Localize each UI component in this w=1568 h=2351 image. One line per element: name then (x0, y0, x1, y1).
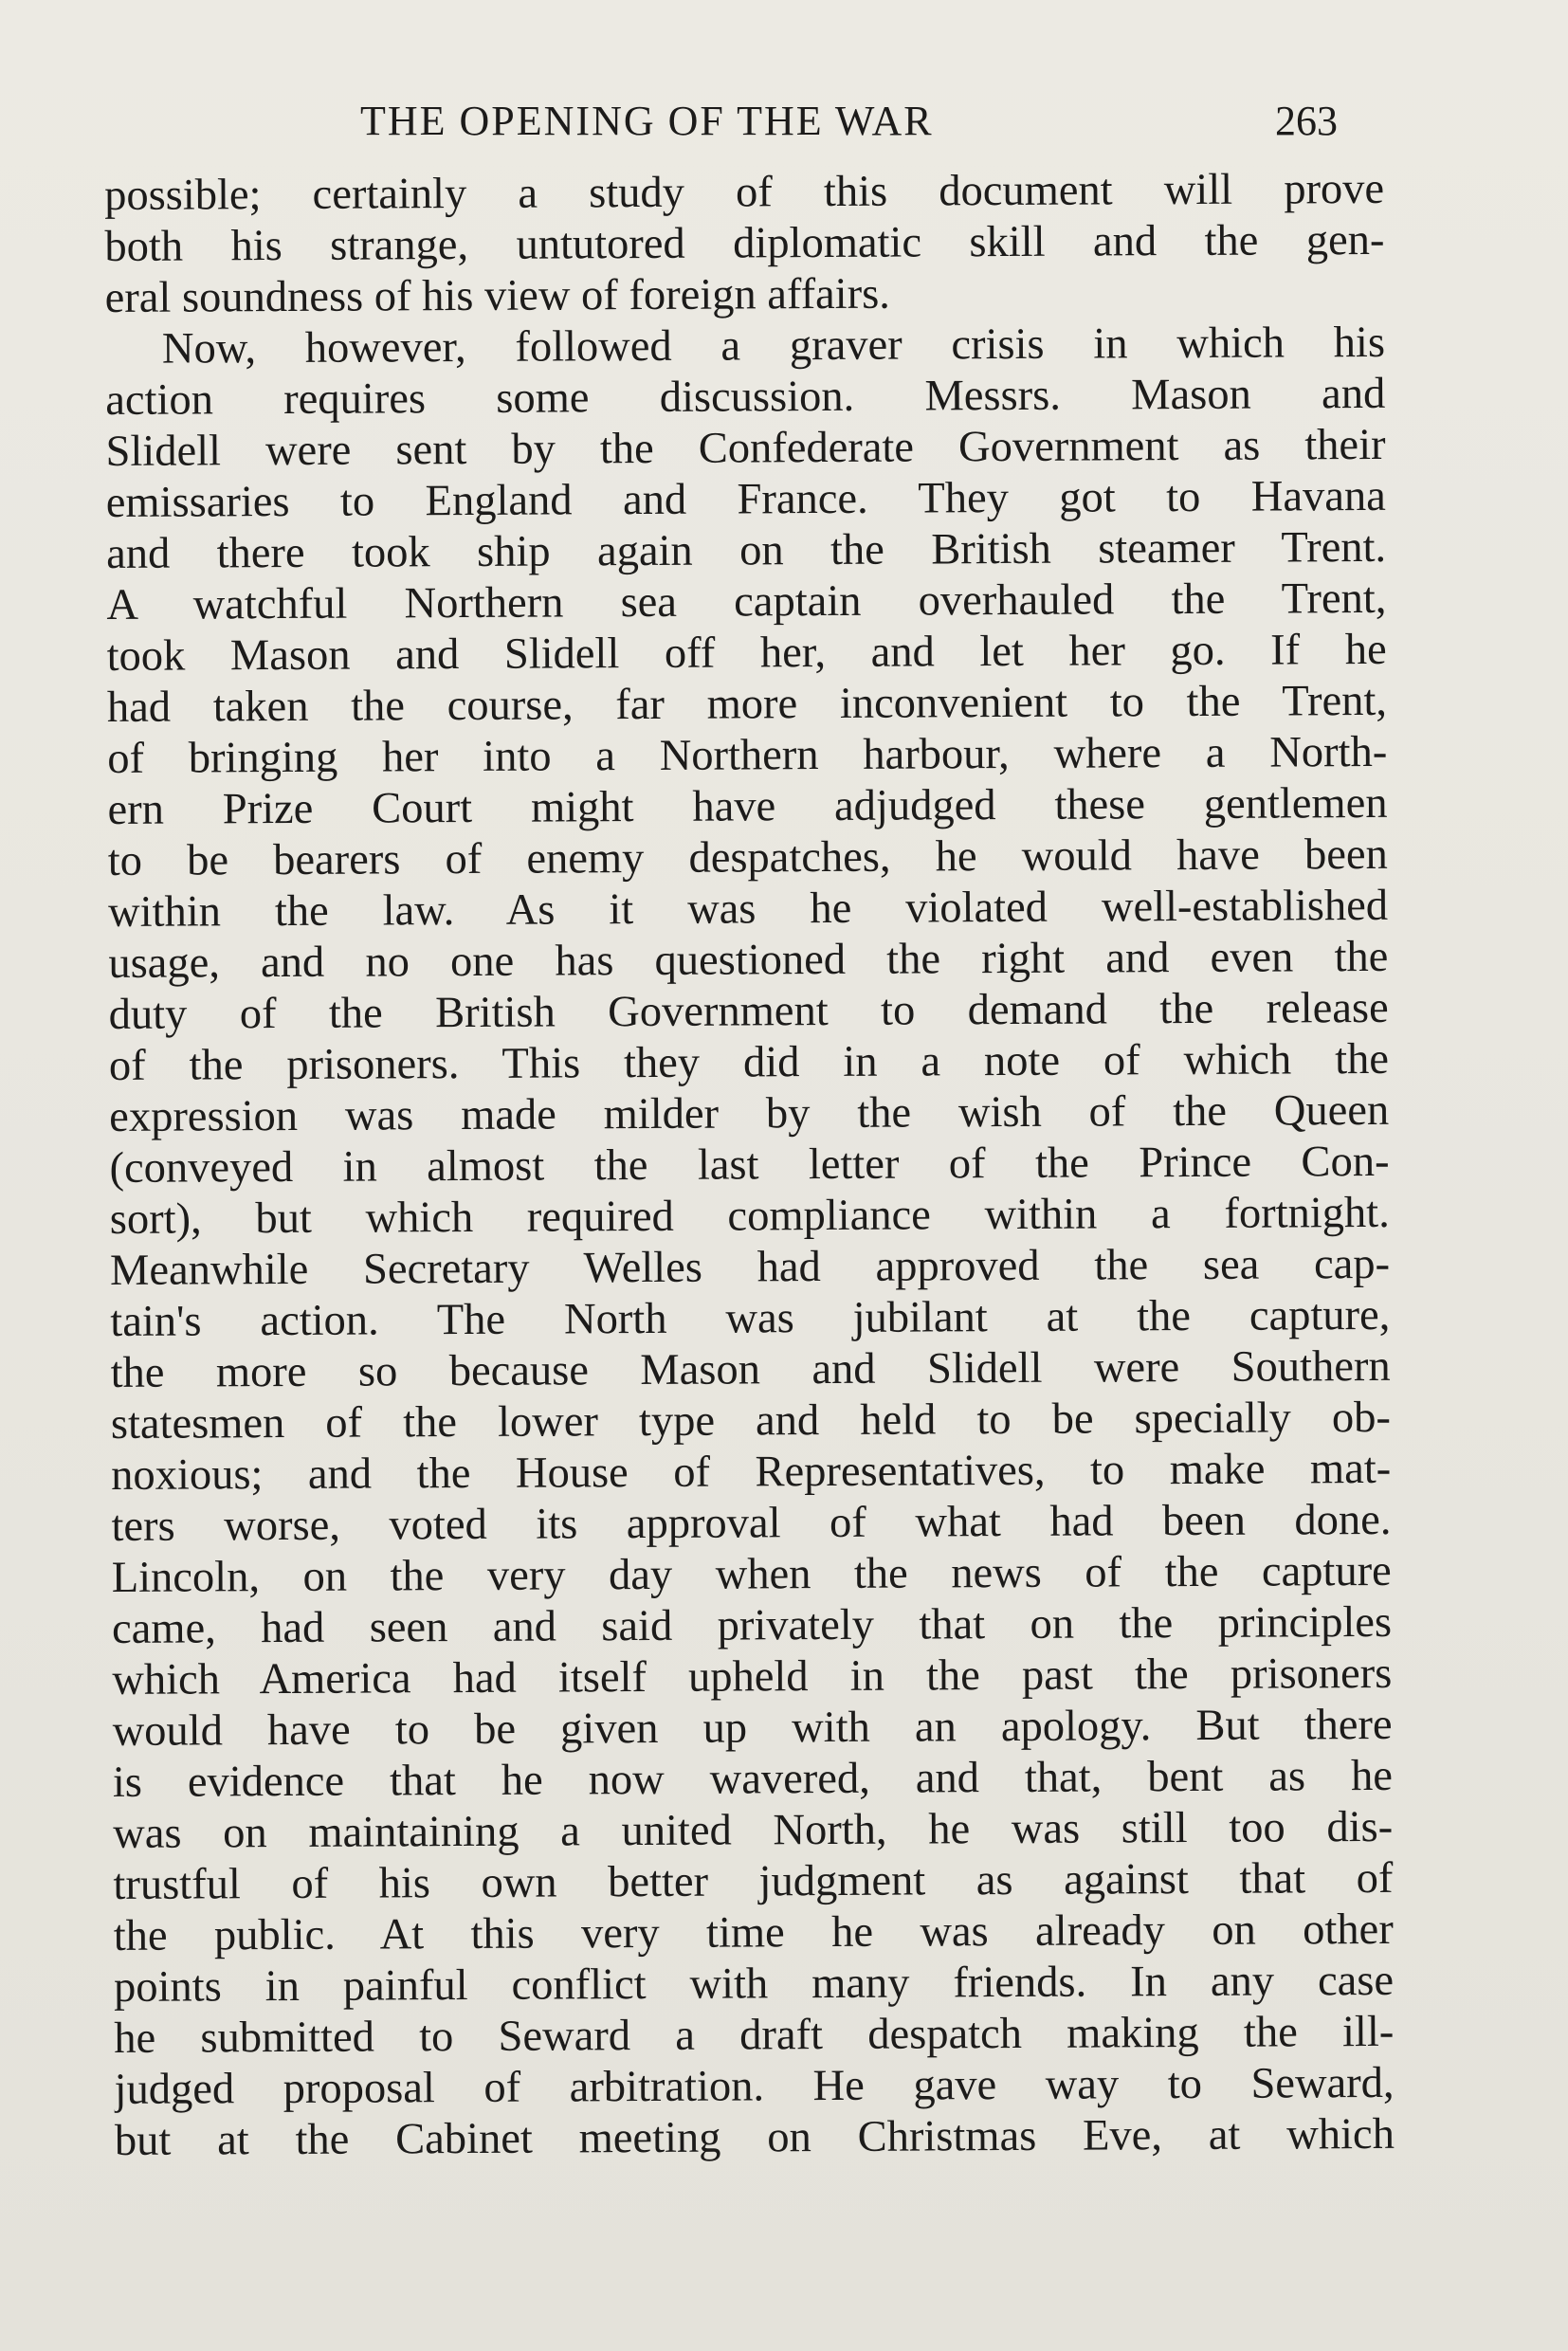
text-line: was on maintaining a united North, he was still too dis- (113, 1802, 1394, 1858)
text-line: took Mason and Slidell off her, and let her go. If he (106, 625, 1387, 681)
text-line: ern Prize Court might have adjudged these gentlemen (107, 778, 1388, 834)
text-line: had taken the course, far more inconvenient to the Trent, (106, 676, 1388, 732)
text-line: came, had seen and said privately that on the principles (111, 1597, 1393, 1653)
text-line: judged proposal of arbitration. He gave way to Seward, (114, 2058, 1395, 2114)
text-line: emissaries to England and France. They got to Havana (105, 471, 1386, 527)
text-line: the more so because Mason and Slidell were Southern (110, 1341, 1391, 1397)
text-line: Meanwhile Secretary Welles had approved the sea cap- (109, 1239, 1391, 1295)
text-line: points in painful conflict with many friends. In any case (113, 1956, 1395, 2012)
text-line: of bringing her into a Northern harbour, where a North- (107, 727, 1388, 783)
text-line: sort), but which required compliance within a fortnight. (109, 1188, 1390, 1244)
text-line: noxious; and the House of Representatives, to make mat- (111, 1444, 1392, 1500)
text-line: Now, however, followed a graver crisis in which his (161, 318, 1386, 374)
text-line: and there took ship again on the British steamer Trent. (105, 522, 1387, 578)
running-head (0, 93, 1568, 150)
text-line: possible; certainly a study of this document will prove (104, 164, 1385, 220)
text-line: trustful of his own better judgment as against that of (113, 1853, 1394, 1909)
text-line: statesmen of the lower type and held to be specially ob- (110, 1393, 1392, 1449)
text-line: Slidell were sent by the Confederate Government as their (105, 420, 1386, 476)
text-line: but at the Cabinet meeting on Christmas Eve, at which (114, 2109, 1395, 2165)
text-line: ters worse, voted its approval of what had been done. (111, 1495, 1392, 1551)
text-line: duty of the British Government to demand the release (108, 983, 1389, 1039)
text-line: both his strange, untutored diplomatic skill and the gen- (104, 215, 1385, 271)
body-text (104, 164, 1395, 2167)
text-line: usage, and no one has questioned the right and even the (108, 932, 1389, 988)
text-line: expression was made milder by the wish of the Queen (109, 1085, 1390, 1141)
page-number: 263 (1275, 98, 1338, 144)
text-line: Lincoln, on the very day when the news of the capture (111, 1546, 1392, 1602)
text-line: within the law. As it was he violated well-established (107, 881, 1389, 937)
text-line: eral soundness of his view of foreign affairs. (104, 269, 890, 322)
text-line: of the prisoners. This they did in a note of which the (108, 1034, 1390, 1090)
running-title: THE OPENING OF THE WAR (360, 98, 934, 144)
text-line: he submitted to Seward a draft despatch making the ill- (114, 2007, 1395, 2063)
text-line: which America had itself upheld in the past the prisoners (112, 1649, 1393, 1704)
text-line: would have to be given up with an apology. But there (112, 1700, 1393, 1756)
text-line: is evidence that he now wavered, and that, bent as he (112, 1751, 1394, 1807)
text-line: to be bearers of enemy despatches, he would have been (107, 829, 1388, 885)
text-line: the public. At this very time he was already on other (113, 1904, 1394, 1960)
text-line: tain's action. The North was jubilant at the capture, (110, 1290, 1391, 1346)
text-line: (conveyed in almost the last letter of the Prince Con- (109, 1137, 1390, 1193)
text-line: A watchful Northern sea captain overhauled the Trent, (106, 574, 1387, 629)
text-line: action requires some discussion. Messrs. Mason and (105, 369, 1386, 425)
